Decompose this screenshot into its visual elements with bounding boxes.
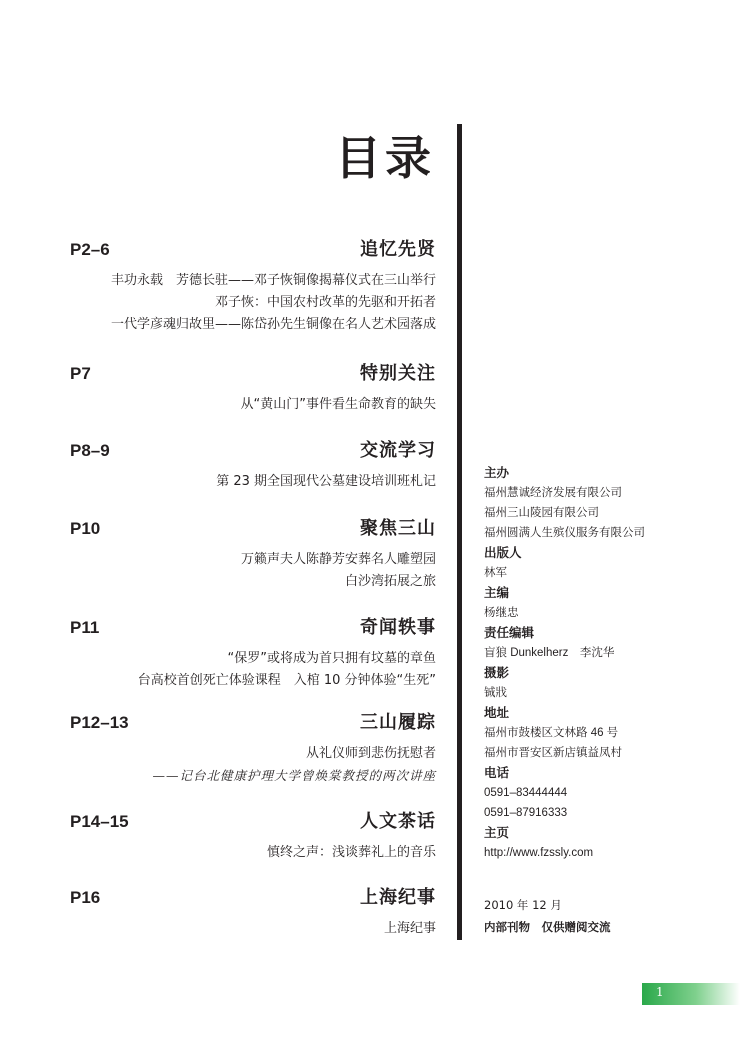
section-title: 三山履踪: [360, 712, 436, 733]
masthead-label: 主办: [484, 465, 510, 480]
article-title: 一代学彦魂归故里——陈岱孙先生铜像在名人艺术园落成: [110, 317, 436, 332]
article-title: 台高校首创死亡体验课程 入棺 10 分钟体验“生死”: [137, 673, 436, 688]
masthead-label: 主编: [484, 585, 510, 600]
article-title: “保罗”或将成为首只拥有坟墓的章鱼: [227, 651, 436, 666]
article-title: 慎终之声：浅谈葬礼上的音乐: [266, 845, 436, 860]
section-title: 人文茶话: [360, 811, 436, 832]
section-page-range: P7: [70, 364, 91, 383]
page-title: 目录: [335, 131, 435, 185]
toc-section: [68, 517, 436, 593]
section-title: 交流学习: [360, 440, 436, 461]
masthead-value: 0591–83444444: [484, 787, 568, 799]
section-page-range: P2–6: [70, 240, 110, 259]
masthead-value: 盲狼 Dunkelherz 李沈华: [484, 647, 615, 659]
masthead-value: 福州市鼓楼区文林路 46 号: [484, 727, 619, 739]
toc-section: [68, 238, 436, 336]
toc-section: [68, 616, 436, 692]
masthead-value: 福州圆满人生殡仪服务有限公司: [484, 527, 645, 539]
publication-note: 内部刊物 仅供赠阅交流: [484, 920, 611, 934]
masthead-value: 铖戕: [484, 687, 507, 699]
section-page-range: P14–15: [70, 812, 129, 831]
masthead-value: 福州慧诚经济发展有限公司: [484, 487, 622, 499]
article-title: 从“黄山门”事件看生命教育的缺失: [240, 397, 436, 412]
article-subtitle: ——记台北健康护理大学曾焕棠教授的两次讲座: [152, 768, 436, 783]
article-title: 万籁声夫人陈静芳安葬名人雕塑园: [240, 552, 436, 567]
article-title: 丰功永载 芳德长驻——邓子恢铜像揭幕仪式在三山举行: [110, 273, 436, 288]
masthead-label: 地址: [484, 705, 510, 720]
section-page-range: P8–9: [70, 441, 110, 460]
page-number-tab: [642, 983, 740, 1005]
masthead-value: 福州市晋安区新店镇益凤村: [484, 747, 622, 759]
article-title: 上海纪事: [383, 921, 436, 936]
masthead-label: 电话: [484, 765, 510, 780]
section-title: 聚焦三山: [360, 518, 436, 539]
toc-section: [68, 362, 436, 416]
section-page-range: P16: [70, 888, 101, 907]
section-title: 追忆先贤: [360, 239, 436, 260]
toc-section: [68, 886, 436, 940]
article-title: 第 23 期全国现代公墓建设培训班札记: [216, 474, 436, 489]
toc-section: [68, 439, 436, 493]
masthead: [484, 463, 714, 863]
toc-section: [68, 711, 436, 787]
section-page-range: P12–13: [70, 713, 129, 732]
masthead-label: 主页: [484, 825, 510, 840]
masthead-value: 杨继忠: [484, 607, 519, 619]
section-title: 特别关注: [360, 363, 436, 384]
article-title: 白沙湾拓展之旅: [344, 574, 436, 589]
publication-date: 2010 年 12 月: [484, 898, 562, 912]
article-title: 从礼仪师到悲伤抚慰者: [305, 746, 436, 761]
masthead-value: 0591–87916333: [484, 807, 568, 819]
masthead-label: 出版人: [484, 545, 522, 560]
article-title: 邓子恢：中国农村改革的先驱和开拓者: [214, 295, 436, 310]
section-title: 奇闻轶事: [360, 617, 436, 638]
masthead-label: 责任编辑: [484, 625, 535, 640]
publication-info: [484, 894, 611, 938]
section-title: 上海纪事: [360, 887, 436, 908]
masthead-label: 摄影: [484, 665, 510, 680]
homepage-link[interactable]: http://www.fzssly.com: [484, 847, 594, 859]
section-page-range: P10: [70, 519, 101, 538]
page-number: 1: [656, 985, 664, 999]
vertical-divider: [457, 124, 462, 940]
masthead-value: 林军: [484, 567, 507, 579]
section-page-range: P11: [70, 618, 100, 637]
masthead-value: 福州三山陵园有限公司: [484, 507, 599, 519]
toc-section: [68, 810, 436, 864]
